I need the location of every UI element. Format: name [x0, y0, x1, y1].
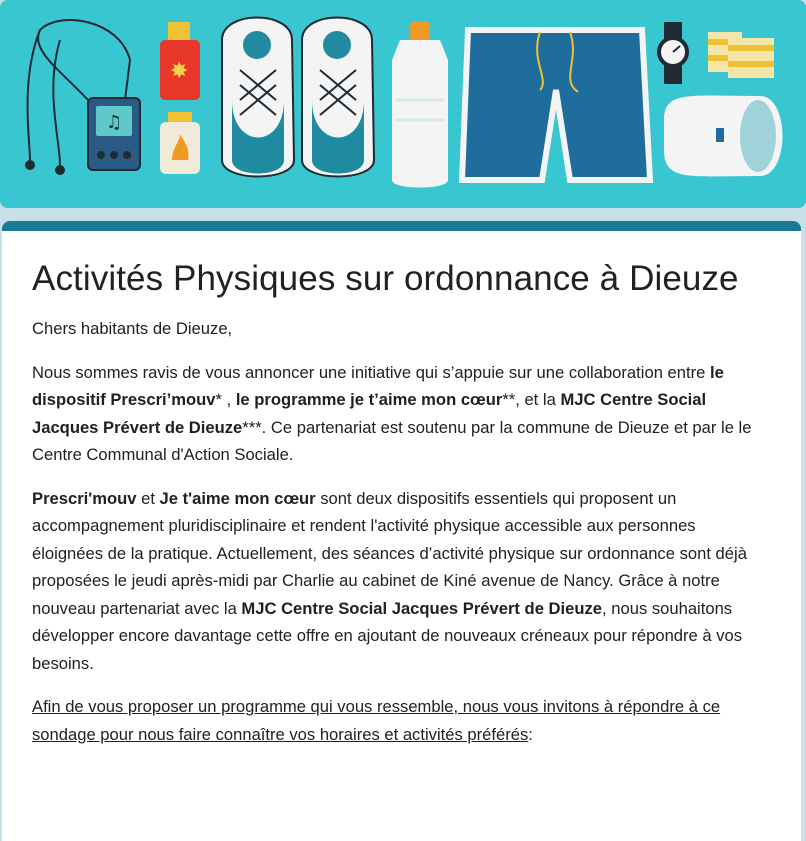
desc-bold-coeur: Je t'aime mon cœur [159, 488, 316, 508]
svg-text:✸: ✸ [170, 59, 189, 84]
wristband-icon [708, 32, 774, 78]
headband-icon [664, 96, 783, 177]
intro-text-4: ***. Ce partenariat est soutenu par la commune de Dieuze et par le le Centre Communal d'Action Sociale. [32, 417, 752, 464]
intro-bold-mjc: MJC Centre Social Jacques Prévert de Dieuze [32, 390, 707, 437]
intro-text-1: Nous sommes ravis de vous annoncer une initiative qui s’appuie sur une collaboration entre [32, 362, 710, 382]
svg-text:♫: ♫ [106, 112, 123, 133]
intro-bold-programme: le programme je t’aime mon cœur [235, 390, 503, 409]
greeting-text: Chers habitants de Dieuze, [32, 319, 233, 338]
form-title: Activités Physiques sur ordonnance à Dieuze [32, 259, 739, 298]
desc-text-1: et [136, 488, 160, 508]
desc-bold-mjc: MJC Centre Social Jacques Prévert de Dieuze [241, 598, 603, 618]
desc-text-3: , nous souhaitons développer encore davantage cette offre en ajoutant de nouveaux créneaux pour répondre à vos besoins. [32, 598, 743, 673]
desc-bold-prescrimouv: Prescri'mouv [32, 488, 137, 508]
description-paragraph [32, 485, 771, 678]
intro-bold-prescrimouv: le dispositif Prescri’mouv [32, 362, 724, 409]
form-header-card [2, 221, 801, 841]
intro-text-3: **, et la [502, 390, 561, 409]
survey-invitation-paragraph [32, 693, 771, 748]
desc-text-2: sont deux dispositifs essentiels qui proposent un accompagnement pluridisciplinaire et rendent l'activité physique accessible aux personnes éloignées de la pratique. Actuellement, des séances d’activité physique sur ordonnance sont déjà proposées le jeudi après-midi par Charlie au cabinet de Kiné avenue de Nancy. Grâce à notre nouveau partenariat avec la [32, 488, 747, 618]
header-banner-image [0, 0, 806, 208]
survey-invitation-text: Afin de vous proposer un programme qui vous ressemble, nous vous invitons à répondre à ce sondage pour nous faire connaître vos horaires et activités préférés [32, 697, 721, 744]
water-bottle-icon [392, 22, 448, 188]
survey-invitation-colon: : [528, 724, 533, 744]
intro-text-2: * , [215, 390, 236, 409]
music-player-icon [88, 98, 140, 170]
intro-paragraph [32, 359, 771, 469]
